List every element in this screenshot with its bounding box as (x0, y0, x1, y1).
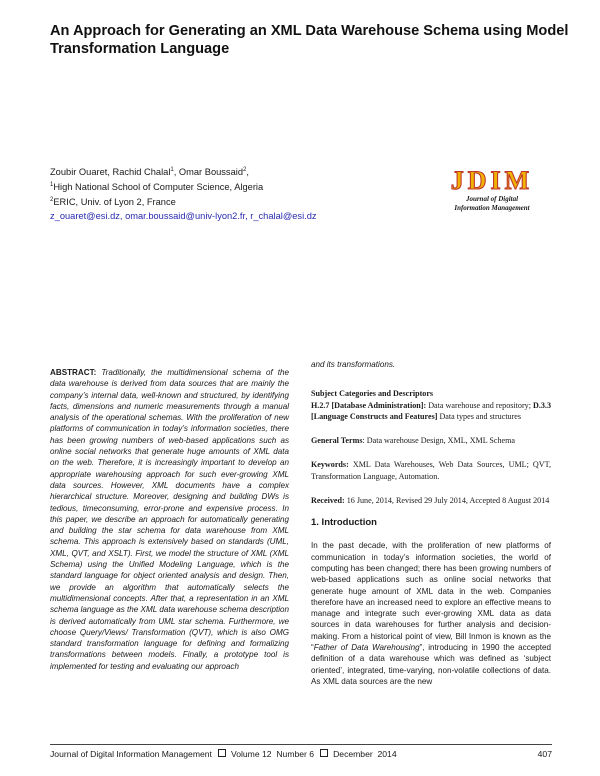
affiliation-2 (50, 194, 350, 209)
author-names-part1: Zoubir Ouaret, Rachid Chalal (50, 167, 171, 178)
received-text: 16 June, 2014, Revised 29 July 2014, Accepted 8 August 2014 (344, 496, 550, 506)
keywords-label: Keywords: (311, 460, 349, 470)
abstract-label: ABSTRACT: (50, 368, 97, 377)
abstract-text: Traditionally, the multidimensional schema of the data warehouse is derived from data sources that are mainly the company’s internal data, well-known and structured, by identifying facts, dimensions and numeric measurements through a manual analysis of the operational schemas. With the proliferation of new platforms of communication in today’s information societies, there has been growing numbers of web-based applications such as online social networks that generate huge amounts of XML data on the web. Therefore, it is increasingly important to develop an appropriate warehousing approach for such ever-growing XML data sources. However, XML documents have a complex hierarchical structure. Moreover, designing and building DWs is tedious, timeconsuming, error-prone and expensive process. In this paper, we describe an approach for automatically generating and building the star schema for data warehouse from XML schema. This approach is extensively based on standards (UML, XML, QVT, and XSLT). First, we model the structure of XML (XML Schema) using the Unified Modeling Language, which is the standard language for object oriented analysis and design. Then, we provide an algorithm that automatically selects the multidimensional concepts. After that, a representation in an XML schema language as the XML data warehouse schema description is derived automatically from UML star schema. Furthermore, we choose Query/Views/ Transformation (QVT), which is also OMG standard transformation language for defining and formalizing transformations between models. Finally, a prototype tool is implemented for testing and evaluating our approach (50, 368, 289, 671)
descriptor-h27-text: Data warehouse and repository; (426, 400, 533, 410)
footer-citation (50, 749, 397, 759)
abstract-continuation: and its transformations. (311, 360, 396, 369)
affiliation-mark: 1 (170, 167, 174, 173)
paper-title: An Approach for Generating an XML Data Warehouse Schema using Model Transformation Language (50, 23, 569, 57)
footer-number: Number 6 (276, 749, 315, 759)
section-heading-introduction: 1. Introduction (311, 517, 377, 529)
intro-italic-phrase: Father of Data Warehousing (313, 643, 420, 653)
subject-categories (311, 388, 551, 399)
square-bullet-icon (320, 749, 328, 757)
intro-text-part1: In the past decade, with the proliferation of new platforms of communication in today’s information societies, the world of computing has been changed; there has been growing numbers of web-based applications such as online social networks that generate huge amount of XML data in the web. Companies therefore have an increased need to explore an effective means to manage and integrate such ever-growing XML data as data sources in data warehouses for further analysis and decision-making. From a historical point of view, Bill Inmon is known as the “ (311, 541, 551, 653)
author-emails[interactable]: z_ouaret@esi.dz, omar.boussaid@univ-lyon2.fr, r_chalal@esi.dz (50, 210, 317, 221)
keywords-text: XML Data Warehouses, Web Data Sources, UML; QVT, Transformation Language, Automation. (311, 460, 551, 481)
introduction-paragraph (311, 540, 551, 687)
author-names (50, 164, 350, 179)
journal-logo (432, 165, 552, 212)
general-terms (311, 435, 551, 446)
affiliation-2-mark: 2 (50, 197, 54, 204)
footer-volume: Volume 12 (230, 749, 272, 759)
logo-journal-line2: Information Management (454, 203, 530, 212)
general-terms-text: : Data warehouse Design, XML, XML Schema (362, 436, 516, 446)
affiliation-1-text: High National School of Computer Science, Algeria (53, 182, 264, 193)
footer-journal: Journal of Digital Information Management (50, 749, 212, 759)
affiliation-1 (50, 179, 350, 194)
keywords (311, 459, 551, 482)
subject-heading: Subject Categories and Descriptors (311, 389, 434, 399)
square-bullet-icon (218, 749, 226, 757)
affiliation-mark: 2 (243, 167, 247, 173)
logo-journal-line1: Journal of Digital (465, 195, 519, 203)
affiliation-1-mark: 1 (50, 182, 54, 189)
page-footer (50, 744, 552, 759)
affiliation-2-text: ERIC, Univ. of Lyon 2, France (53, 197, 176, 208)
received-dates (311, 495, 551, 506)
author-block (50, 164, 350, 223)
footer-date: December 2014 (333, 749, 397, 759)
general-terms-label: General Terms (311, 436, 363, 446)
author-names-part2: , Omar Boussaid (173, 167, 243, 178)
right-column (311, 359, 551, 687)
subject-descriptors (311, 400, 551, 423)
jdim-logo-icon (446, 165, 538, 195)
received-label: Received: (311, 496, 345, 506)
descriptor-h27-code: H.2.7 [Database Administration]: (311, 400, 427, 410)
descriptor-d33-text: Data types and structures (437, 411, 522, 421)
page-number: 407 (537, 749, 552, 759)
descriptor-d33-code: D.3.3 [Language Constructs and Features] (311, 400, 551, 421)
abstract (50, 367, 289, 672)
author-names-part3: , (246, 167, 249, 178)
logo-letters: JDIM (450, 166, 534, 195)
intro-text-part2: ”, introducing in 1990 the accepted definition of a data warehouse which was defined as ‘subject oriented’, integrated, time-varying, non-volatile collections of data. As XML data sources are the new (311, 643, 551, 686)
